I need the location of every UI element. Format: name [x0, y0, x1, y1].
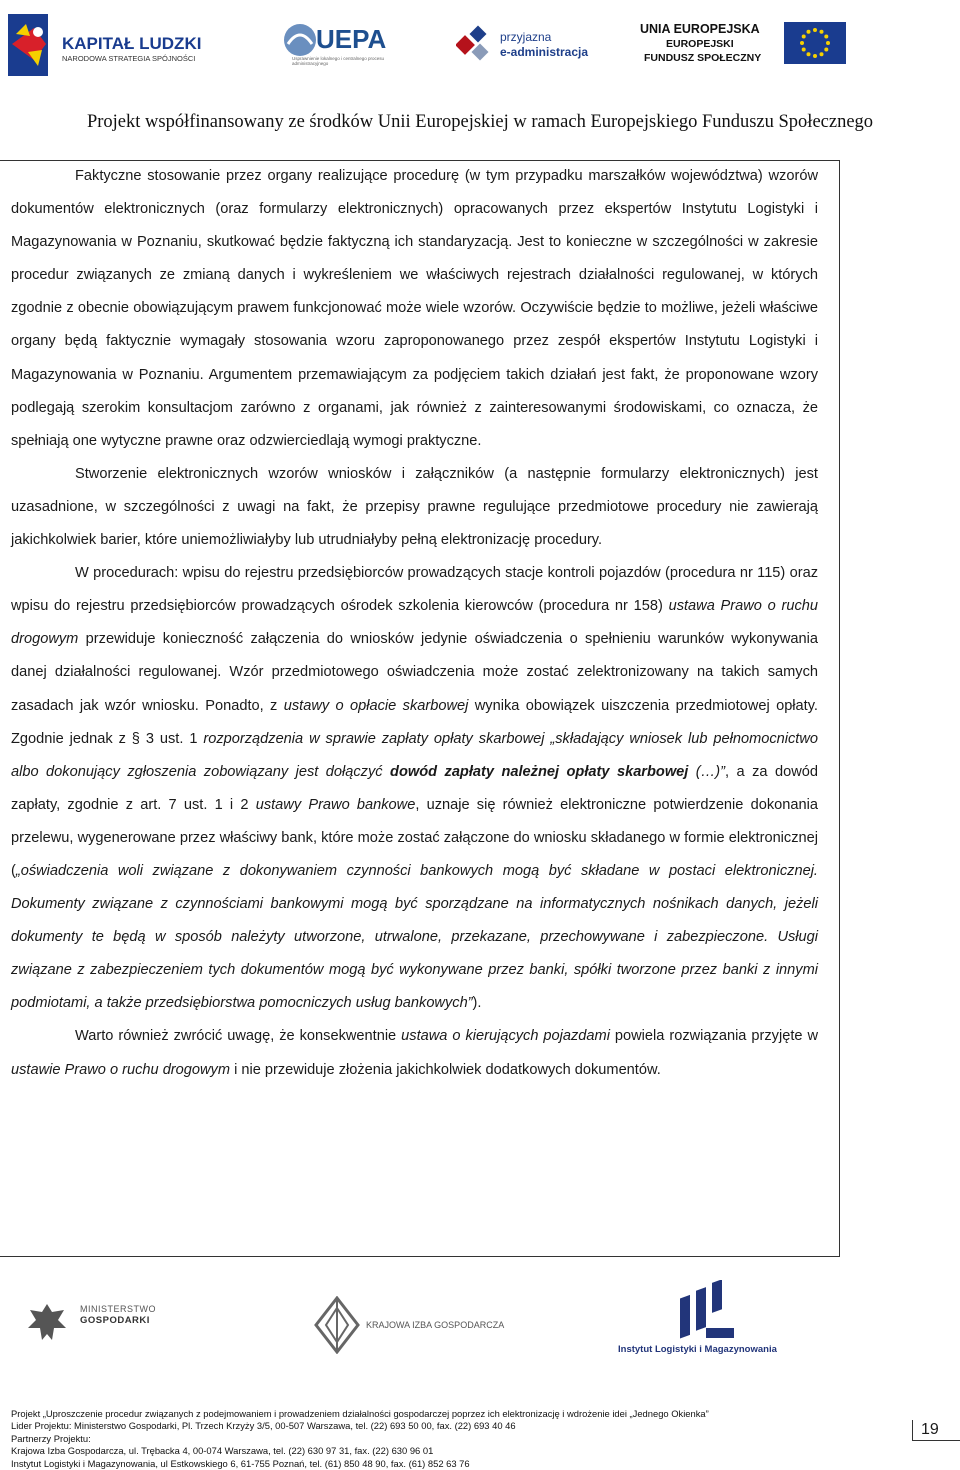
eu-star-icon — [813, 28, 817, 32]
ministry-line1: MINISTERSTWO — [80, 1304, 156, 1314]
kapital-ludzki-emblem-icon — [8, 14, 60, 76]
p4-s5: i nie przewiduje złożenia jakichkolwiek dodatkowych dokumentów. — [230, 1061, 661, 1078]
p4-s1: Warto również zwrócić uwagę, że konsekwentnie — [75, 1028, 402, 1045]
p3-s9: , a za dowód zapłaty, zgodnie z art. 7 ust. 1 i 2 — [11, 763, 818, 813]
kapital-ludzki-subtitle: NARODOWA STRATEGIA SPÓJNOŚCI — [62, 54, 196, 63]
p4-s4: ustawie Prawo o ruchu drogowym — [11, 1061, 231, 1078]
document-body — [11, 160, 818, 1087]
eu-star-icon — [807, 52, 811, 56]
paragraph-4 — [11, 1020, 818, 1086]
eu-star-icon — [820, 30, 824, 34]
p4-s3: powiela rozwiązania przyjęte w — [609, 1028, 819, 1045]
e-administracja-puzzle-icon — [456, 24, 494, 64]
ministry-logo — [24, 1300, 164, 1350]
e-administracja-logo — [456, 20, 596, 70]
footer-leader: Lider Projektu: Ministerstwo Gospodarki, Pl. Trzech Krzyży 3/5, 00-507 Warszawa, tel. (22) 693 50 00, fax. (22) 693 40 46 — [11, 1420, 516, 1432]
p3-s3: przewiduje konieczność załączenia do wniosków jedynie oświadczenia o spełnieniu warunków wykonywania danej działalności regulowanej. Wzór przedmiotowego oświadczenia może zostać zelektronizowany na takich samych zasadach jak wzór wniosku. Ponadto, z — [11, 631, 818, 714]
p3-s5: wynika obowiązek uiszczenia przedmiotowej opłaty. Zgodnie jednak z § 3 ust. 1 — [11, 697, 818, 747]
footer-partner-kig: Krajowa Izba Gospodarcza, ul. Trębacka 4, 00-074 Warszawa, tel. (22) 630 97 31, fax. (22) 630 96 01 — [11, 1445, 434, 1457]
p3-s6: rozporządzenia w sprawie zapłaty opłaty skarbowej „składający wniosek lub pełnomocnictwo albo dokonujący zgłoszenia zobowiązany jest dołączyć — [11, 730, 819, 780]
ministry-line2: GOSPODARKI — [80, 1315, 150, 1326]
eu-flag-icon — [784, 22, 846, 64]
ilim-logo — [618, 1280, 788, 1360]
footer-partners-label: Partnerzy Projektu: — [11, 1432, 91, 1444]
footer — [11, 1408, 871, 1470]
eu-star-icon — [826, 41, 830, 45]
p3-s11: , uznaje się również elektroniczne potwierdzenie dokonania przelewu, wygenerowane przez właściwy bank, które może zostać załączone do wniosku składanego w formie elektronicznej ( — [11, 796, 818, 879]
p3-s2: ustawa Prawo o ruchu drogowym — [11, 598, 818, 648]
cofinancing-note: Projekt współfinansowany ze środków Unii Europejskiej w ramach Europejskiego Funduszu Społecznego — [86, 112, 874, 132]
eu-line3: FUNDUSZ SPOŁECZNY — [644, 52, 762, 64]
ilim-emblem-icon — [676, 1280, 736, 1342]
p3-s7: dowód zapłaty należnej opłaty skarbowej — [390, 763, 689, 780]
footer-partner-ilim: Instytut Logistyki i Magazynowania, ul Estkowskiego 6, 61-755 Poznań, tel. (61) 850 48 90, fax. (61) 852 63 76 — [11, 1457, 470, 1469]
uepa-title: UEPA — [316, 24, 387, 54]
eu-star-icon — [800, 41, 804, 45]
kapital-ludzki-logo — [8, 14, 202, 76]
p3-s1: W procedurach: wpisu do rejestru przedsiębiorców prowadzących stacje kontroli pojazdów (procedura nr 115) oraz wpisu do rejestru przedsiębiorców prowadzących ośrodek szkolenia kierowców (procedura nr 158) — [11, 565, 818, 615]
kapital-ludzki-title: KAPITAŁ LUDZKI — [62, 34, 202, 53]
eu-line1: UNIA EUROPEJSKA — [640, 22, 760, 36]
eu-star-icon — [820, 52, 824, 56]
p3-s12: „oświadczenia woli związane z dokonywaniem czynności bankowych mogą być składane w postaci elektronicznej. Dokumenty związane z czynnościami bankowymi mogą być sporządzane na informatycznych nośnikach danych, jeżeli dokumenty te będą w sposób należyty utworzone, utrwalone, przekazane, przechowywane i zabezpieczone. Usługi związane z zabezpieczeniem tych dokumentów mogą być wykonywane przez banki, spółki tworzone przez banki z innymi podmiotami, a także przedsiębiorstwa pomocniczych usług bankowych” — [11, 862, 818, 1012]
eu-star-icon — [824, 48, 828, 52]
p4-s2: ustawa o kierujących pojazdami — [401, 1028, 610, 1045]
e-administracja-line1: przyjazna — [500, 30, 552, 44]
eu-star-icon — [802, 35, 806, 39]
uepa-emblem-icon — [282, 22, 318, 58]
eu-star-icon — [807, 30, 811, 34]
p1-c: Oczywiście będzie to możliwe, jeżeli właściwe organy będą faktycznie wymagały stosowania wzoru zaproponowanego przez zespół ekspertów Instytutu Logistyki i Magazynowania w Poznaniu. Argumentem przemawiającym za podjęciem takich działań jest fakt, że proponowane wzory podlegają szerokim konsultacjom zarówno z organami, jak również z zainteresowanymi środowiskami, co oznacza, że spełniają one wytyczne prawne oraz odzwierciedlają wymogi praktyczne. — [11, 300, 819, 449]
eu-star-icon — [813, 54, 817, 58]
eu-logo — [640, 18, 850, 74]
p1-a: Faktyczne stosowanie przez organy realizujące procedurę (w tym przypadku marszałków województwa) wzorów dokumentów elektronicznych (oraz formularzy elektronicznych) opracowanych przez ekspertów Instytutu Logistyki i Magazynowania w Poznaniu, skutkować będzie faktyczną ich standaryzacją. — [11, 168, 818, 251]
eu-star-icon — [824, 35, 828, 39]
footer-project: Projekt „Uproszczenie procedur związanych z podejmowaniem i prowadzeniem działalności gospodarczej poprzez ich elektronizację i wdrożenie idei „Jednego Okienka” — [11, 1408, 709, 1419]
e-administracja-line2: e-administracja — [500, 45, 589, 59]
paragraph-1 — [11, 160, 818, 458]
p3-s13: ). — [472, 995, 482, 1012]
page-number: 19 — [912, 1420, 960, 1441]
eu-star-icon — [802, 48, 806, 52]
uepa-subtitle: Usprawnienie lokalnego i centralnego procesu administracyjnego — [292, 56, 385, 66]
p3-s8: (…)” — [688, 763, 725, 780]
p3-s4: ustawy o opłacie skarbowej — [283, 697, 469, 714]
ilim-name: Instytut Logistyki i Magazynowania — [618, 1344, 777, 1355]
paragraph-2: Stworzenie elektronicznych wzorów wniosków i załączników (a następnie formularzy elektronicznych) jest uzasadnione, w szczególności z uwagi na fakt, że przepisy prawne regulujące przedmiotowe procedury nie zawierają jakichkolwiek barier, które uniemożliwiałyby lub utrudniałyby pełną elektronizację procedury. — [11, 465, 818, 549]
eu-line2: EUROPEJSKI — [666, 38, 734, 50]
kig-logo — [314, 1296, 524, 1356]
kig-emblem-icon — [314, 1296, 360, 1354]
kig-name: KRAJOWA IZBA GOSPODARCZA — [366, 1320, 505, 1330]
p3-s10: ustawy Prawo bankowe — [255, 796, 416, 813]
uepa-logo — [282, 20, 392, 70]
paragraph-3 — [11, 557, 818, 1020]
polish-eagle-icon — [24, 1300, 70, 1346]
p1-b: Jest to konieczne w szczególności w zakresie procedur związanych ze zmianą danych i wykreśleniem we właściwych rejestrach działalności regulowanej, w których zgodnie z obecnie obowiązującym prawem funkcjonować może wiele wzorów. — [11, 234, 818, 317]
